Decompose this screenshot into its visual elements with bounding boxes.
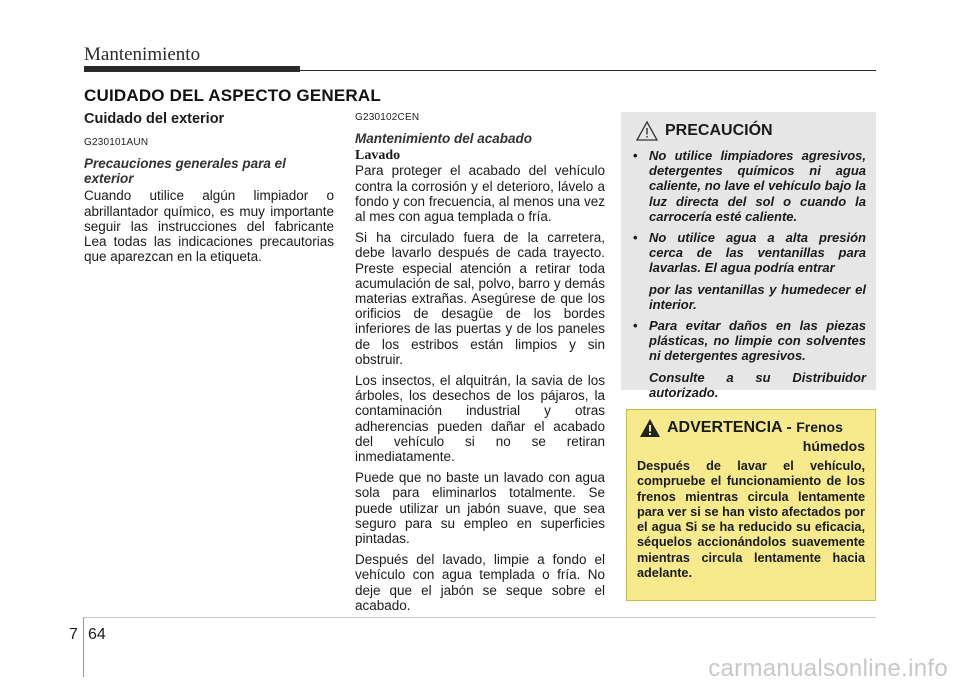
warning-title-block [667, 418, 865, 455]
middle-paragraph: Si ha circulado fuera de la carretera, debe lavarlo después de cada trayecto. Preste especial atención a retirar toda acumulación de sal, polvo, barro y demás materias extrañas. Asegúrese de que los orificios de desagüe de los bordes inferiores de las puertas y de los paneles de los estribos están limpios y sin obstruir. [355, 230, 605, 367]
section-title: CUIDADO DEL ASPECTO GENERAL [84, 86, 381, 105]
warning-subtitle: húmedos [802, 438, 865, 454]
caution-header [635, 120, 866, 142]
caution-list [631, 148, 866, 276]
left-subheading: Precauciones generales para el exterior [84, 156, 286, 187]
warning-box [626, 409, 876, 601]
left-paragraph: Cuando utilice algún limpiador o abrillantador químico, es muy importante seguir las instrucciones del fabricante Lea todas las indicaciones precautorias que aparezcan en la etiqueta. [84, 188, 334, 265]
chapter-number: 7 [69, 626, 78, 643]
footer-rule [84, 617, 876, 618]
footer-divider [83, 617, 84, 677]
caution-title: PRECAUCIÓN [665, 122, 773, 139]
middle-paragraph: Los insectos, el alquitrán, la savia de los árboles, los desechos de los pájaros, la contaminación industrial y otras adherencias pueden dañar el acabado del vehículo si no se retiran inmediatamente. [355, 373, 605, 465]
warning-title: ADVERTENCIA - [667, 419, 792, 436]
middle-paragraph: Puede que no baste un lavado con agua sola para eliminarlos totalmente. Se puede utilizar un jabón suave, que sea seguro para su empleo en superficies pintadas. [355, 470, 605, 547]
left-heading: Cuidado del exterior [84, 111, 225, 127]
middle-subheading: Mantenimiento del acabado [355, 131, 533, 147]
caution-item: • No utilice limpiadores agresivos, detergentes químicos ni agua caliente, no lave el vehículo bajo la luz directa del sol o cuando la carrocería esté caliente. [631, 148, 866, 224]
caution-box [621, 112, 876, 400]
warning-body: Después de lavar el vehículo, compruebe el funcionamiento de los frenos mientras circula lentamente para ver si se han visto afectados por el agua Si se ha reducido su eficacia, séquelos accionándolos suavemente mientras circula lentamente hacia adelante. [637, 459, 865, 581]
middle-code: G230102CEN [355, 112, 420, 123]
caution-continuation: Consulte a su Distribuidor autorizado. [649, 369, 866, 400]
middle-column [355, 110, 605, 619]
caution-triangle-icon [635, 120, 659, 142]
middle-label: Lavado [355, 148, 401, 164]
header-title: Mantenimiento [84, 44, 201, 65]
left-code: G230101AUN [84, 137, 149, 149]
header-rule [300, 70, 876, 71]
header-bar [84, 66, 300, 72]
watermark: carmanualsonline.info [708, 655, 948, 682]
warning-subtitle: Frenos [796, 419, 843, 435]
caution-continuation: por las ventanillas y humedecer el interior. [649, 281, 866, 312]
caution-item: • Para evitar daños en las piezas plásticas, no limpie con solventes ni detergentes agresivos. [631, 318, 866, 364]
middle-paragraph: Para proteger el acabado del vehículo contra la corrosión y el deterioro, lávelo a fondo y con frecuencia, al menos una vez al mes con agua templada o fría. [355, 163, 605, 225]
warning-triangle-icon [639, 418, 661, 438]
warning-header [637, 418, 865, 455]
middle-paragraph: Después del lavado, limpie a fondo el vehículo con agua templada o fría. No deje que el jabón se seque sobre el acabado. [355, 552, 605, 613]
caution-list-2 [631, 318, 866, 364]
page-number: 64 [88, 626, 106, 643]
left-column [84, 110, 334, 270]
caution-item: • No utilice agua a alta presión cerca de las ventanillas para lavarlas. El agua podría entrar [631, 230, 866, 276]
